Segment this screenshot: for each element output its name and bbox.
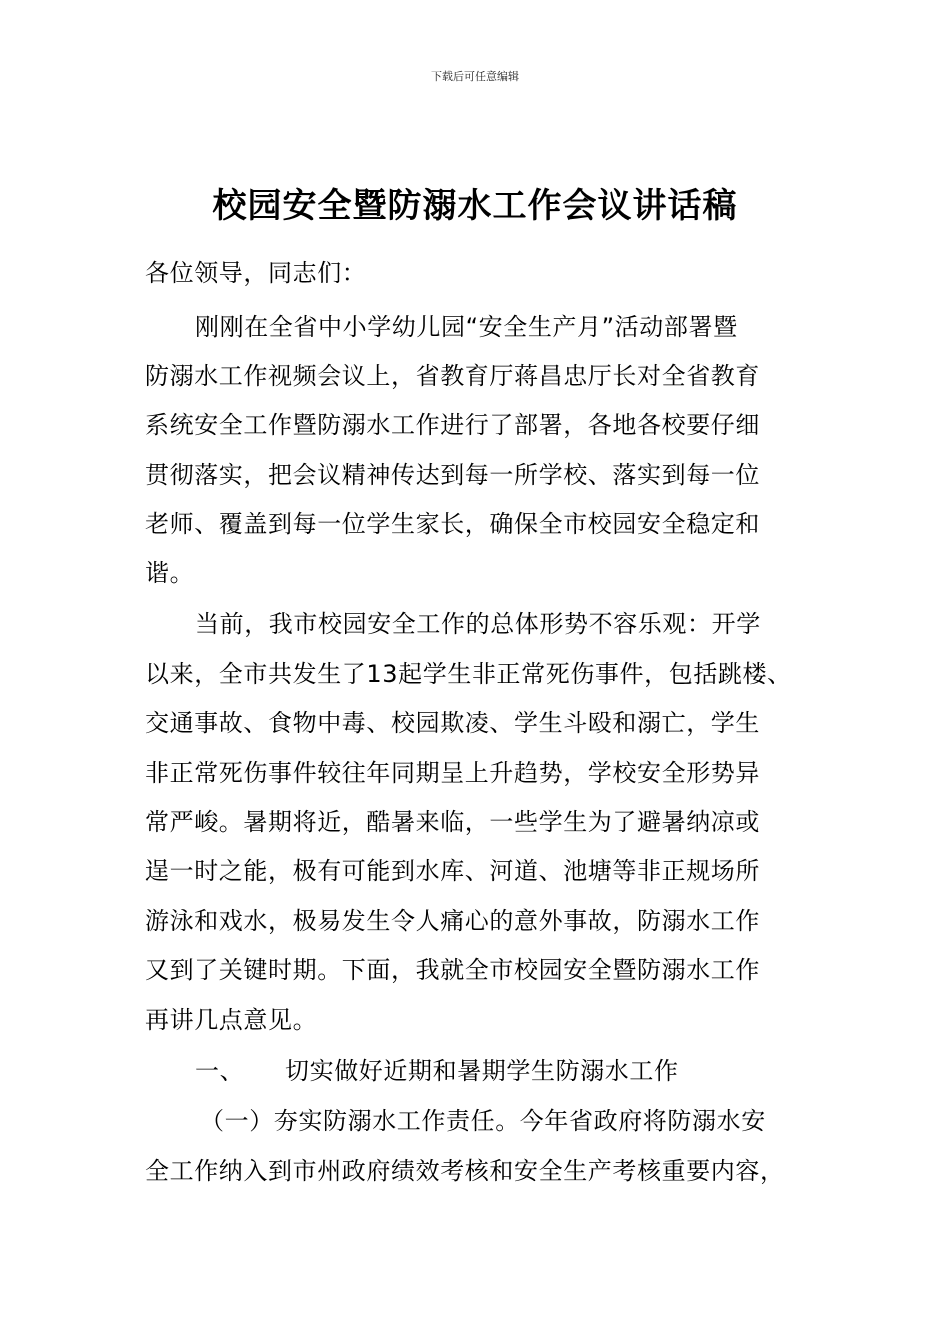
paragraph-line: 防溺水工作视频会议上，省教育厅蒋昌忠厅长对全省教育 bbox=[145, 362, 760, 390]
paragraph-line: 以来，全市共发生了13起学生非正常死伤事件，包括跳楼、 bbox=[145, 660, 792, 688]
header-note: 下载后可任意编辑 bbox=[431, 70, 519, 83]
paragraph-line: 全工作纳入到市州政府绩效考核和安全生产考核重要内容， bbox=[145, 1157, 785, 1185]
paragraph-line: 贯彻落实，把会议精神传达到每一所学校、落实到每一位 bbox=[145, 461, 760, 489]
greeting: 各位领导，同志们： bbox=[145, 259, 367, 287]
section-heading: 切实做好近期和暑期学生防溺水工作 bbox=[285, 1057, 679, 1085]
paragraph-line: 逞一时之能，极有可能到水库、河道、池塘等非正规场所 bbox=[145, 857, 760, 885]
paragraph-line: 系统安全工作暨防溺水工作进行了部署，各地各校要仔细 bbox=[145, 411, 760, 439]
paragraph-line: 非正常死伤事件较往年同期呈上升趋势，学校安全形势异 bbox=[145, 759, 760, 787]
section-number: 一、 bbox=[195, 1057, 245, 1085]
paragraph-line: 游泳和戏水，极易发生令人痛心的意外事故，防溺水工作 bbox=[145, 907, 760, 935]
paragraph-line: 交通事故、食物中毒、校园欺凌、学生斗殴和溺亡，学生 bbox=[145, 709, 760, 737]
paragraph-line: 又到了关键时期。下面，我就全市校园安全暨防溺水工作 bbox=[145, 956, 760, 984]
paragraph-line: 常严峻。暑期将近，酷暑来临，一些学生为了避暑纳凉或 bbox=[145, 808, 760, 836]
paragraph-line: 当前，我市校园安全工作的总体形势不容乐观：开学 bbox=[195, 610, 761, 638]
document-title: 校园安全暨防溺水工作会议讲话稿 bbox=[212, 186, 738, 226]
paragraph-line: 再讲几点意见。 bbox=[145, 1006, 318, 1034]
paragraph-line: 刚刚在全省中小学幼儿园“安全生产月”活动部署暨 bbox=[195, 313, 738, 341]
paragraph-line: （一）夯实防溺水工作责任。今年省政府将防溺水安 bbox=[200, 1107, 766, 1135]
paragraph-line: 谐。 bbox=[145, 559, 195, 587]
paragraph-line: 老师、覆盖到每一位学生家长，确保全市校园安全稳定和 bbox=[145, 510, 760, 538]
